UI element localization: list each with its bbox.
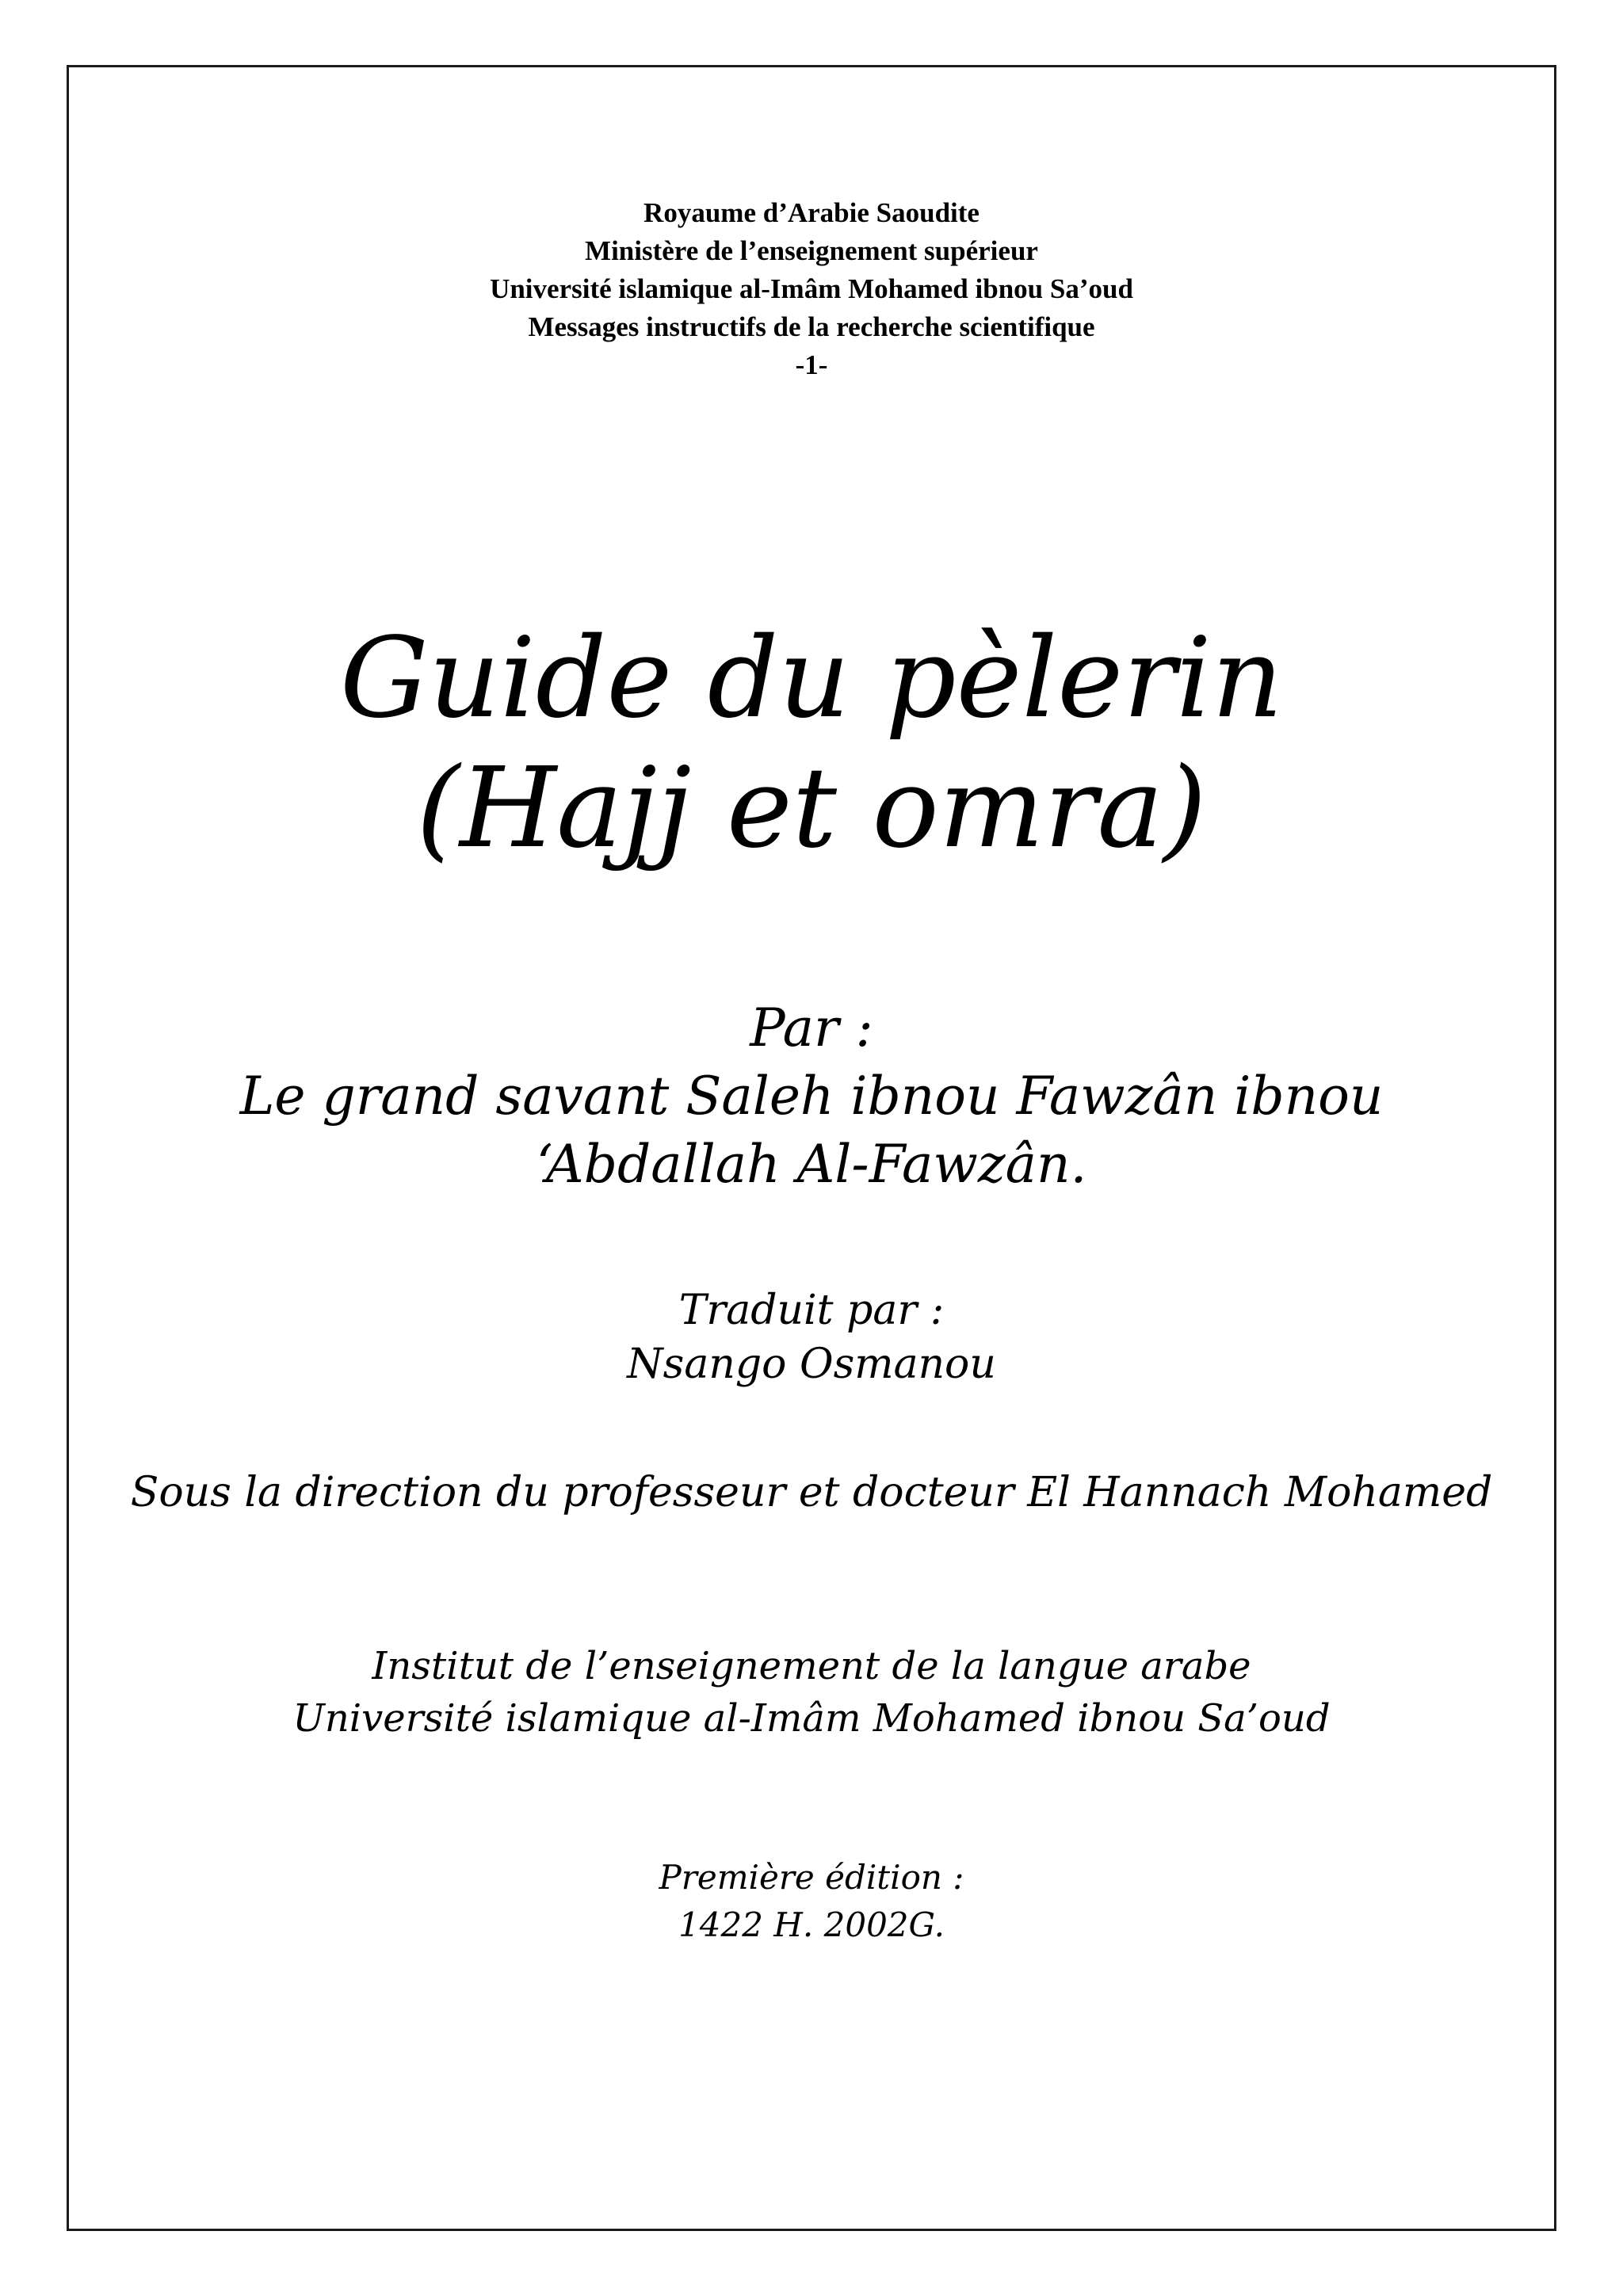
header-country: Royaume d’Arabie Saoudite <box>643 197 980 228</box>
institute-block <box>0 1640 1623 1745</box>
institute-university: Université islamique al-Imâm Mohamed ibnou Sa’oud <box>292 1696 1331 1741</box>
header-university: Université islamique al-Imâm Mohamed ibnou Sa’oud <box>490 273 1133 304</box>
edition-label: Première édition : <box>659 1858 964 1897</box>
translator-block <box>0 1283 1623 1391</box>
header-series-number: -1- <box>795 349 828 380</box>
edition-date: 1422 H. 2002G. <box>678 1905 945 1944</box>
institute-name: Institut de l’enseignement de la langue arabe <box>372 1644 1251 1688</box>
edition-block <box>0 1854 1623 1949</box>
translator-name: Nsango Osmanou <box>627 1341 996 1388</box>
header-series: Messages instructifs de la recherche scientifique <box>528 311 1095 342</box>
author-name-line2: ‘Abdallah Al-Fawzân. <box>536 1134 1087 1195</box>
book-title-line1: Guide du pèlerin <box>340 614 1283 743</box>
direction-line: Sous la direction du professeur et docteur El Hannach Mohamed <box>130 1469 1493 1516</box>
author-block <box>0 994 1623 1199</box>
book-title <box>0 614 1623 874</box>
book-title-line2: (Hajj et omra) <box>416 744 1207 873</box>
translator-label: Traduit par : <box>678 1287 945 1334</box>
author-name-line1: Le grand savant Saleh ibnou Fawzân ibnou <box>239 1066 1384 1127</box>
header-ministry: Ministère de l’enseignement supérieur <box>585 235 1038 266</box>
author-by-label: Par : <box>750 997 873 1058</box>
publisher-header <box>0 194 1623 384</box>
